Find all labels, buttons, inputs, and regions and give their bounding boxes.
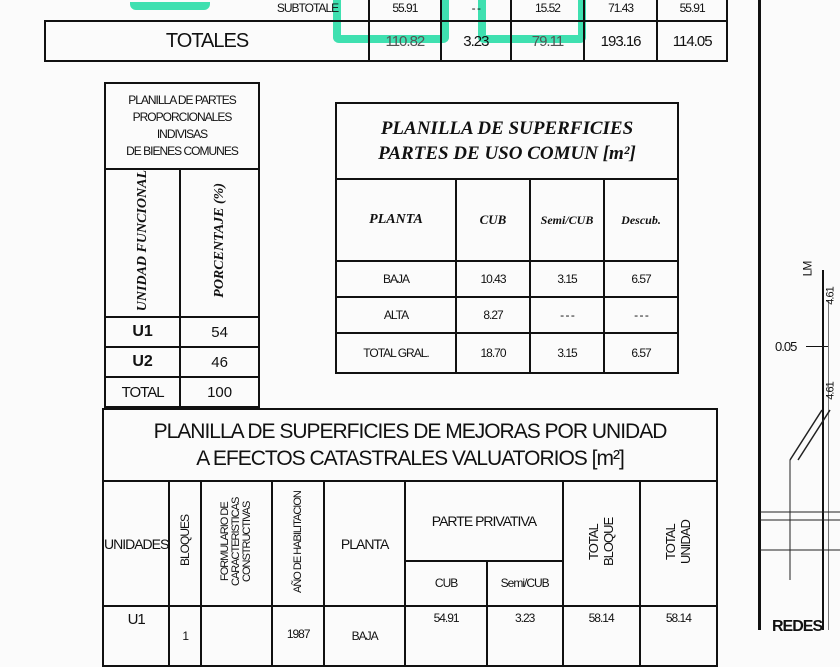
uso-comun-header-planta: PLANTA bbox=[336, 179, 456, 261]
uso-comun-row-total-cub: 18.70 bbox=[456, 333, 530, 373]
prop-row-total-pct: 100 bbox=[180, 377, 259, 407]
totales-v2: 3.23 bbox=[441, 21, 511, 61]
drawing-dim-bottom: 4.61 bbox=[824, 382, 837, 400]
mejoras-table bbox=[102, 408, 718, 667]
totales-table bbox=[44, 0, 728, 62]
uso-comun-row-alta-planta: ALTA bbox=[336, 297, 456, 333]
mejoras-header-anio: AÑO DE HABILITACION bbox=[292, 491, 305, 593]
mejoras-header-bloques: BLOQUES bbox=[178, 515, 193, 567]
prop-row-u2-unit: U2 bbox=[105, 347, 180, 377]
mejoras-row1-unidad: U1 bbox=[103, 606, 169, 666]
uso-comun-row-total-semi: 3.15 bbox=[530, 333, 604, 373]
uso-comun-row-baja-descub: 6.57 bbox=[604, 261, 678, 297]
mejoras-row1-anio: 1987 bbox=[272, 606, 324, 666]
mejoras-header-formulario: FORMULARIO DE CARACTERISTICAS CONSTRUCTIVAS bbox=[219, 497, 254, 587]
proporcionales-table bbox=[104, 82, 260, 408]
prop-row-total-unit: TOTAL bbox=[105, 377, 180, 407]
mejoras-header-planta: PLANTA bbox=[324, 481, 405, 606]
prop-row-u2-pct: 46 bbox=[180, 347, 259, 377]
uso-comun-header-semi: Semi/CUB bbox=[530, 179, 604, 261]
subtotal-v3: 15.52 bbox=[511, 0, 584, 21]
mejoras-header-total-unidad: TOTAL UNIDAD bbox=[663, 520, 694, 564]
proporcionales-title: PLANILLA DE PARTES PROPORCIONALES INDIVISAS DE BIENES COMUNES bbox=[105, 83, 259, 169]
totales-v4: 193.16 bbox=[584, 21, 657, 61]
subtotal-label: SUBTOTALE bbox=[276, 0, 339, 15]
uso-comun-title: PLANILLA DE SUPERFICIES PARTES DE USO COMUN [m²] bbox=[336, 103, 678, 179]
uso-comun-header-descub: Descub. bbox=[604, 179, 678, 261]
mejoras-header-parte-privativa: PARTE PRIVATIVA bbox=[431, 512, 537, 529]
subtotal-v2: - - bbox=[441, 0, 511, 21]
uso-comun-row-baja-planta: BAJA bbox=[336, 261, 456, 297]
uso-comun-table bbox=[335, 102, 679, 374]
mejoras-row1-total-bloque: 58.14 bbox=[563, 606, 640, 666]
drawing-dim-top: 4.61 bbox=[824, 287, 837, 305]
mejoras-row1-bloque: 1 bbox=[169, 606, 201, 666]
prop-row-u1-unit: U1 bbox=[105, 317, 180, 347]
col-porcentaje: PORCENTAJE (%) bbox=[211, 183, 227, 298]
uso-comun-row-baja-cub: 10.43 bbox=[456, 261, 530, 297]
mejoras-header-total-bloque: TOTAL BLOQUE bbox=[586, 517, 617, 567]
uso-comun-row-alta-semi: - - - bbox=[530, 297, 604, 333]
mejoras-row1-total-unidad: 58.14 bbox=[640, 606, 717, 666]
subtotal-v1: 55.91 bbox=[369, 0, 440, 21]
totales-v1: 110.82 bbox=[369, 21, 440, 61]
prop-row-u1-pct: 54 bbox=[180, 317, 259, 347]
subtotal-v4: 71.43 bbox=[584, 0, 657, 21]
mejoras-row1-semi: 3.23 bbox=[487, 606, 563, 666]
mejoras-header-semi: Semi/CUB bbox=[487, 561, 563, 606]
totales-v5: 114.05 bbox=[657, 21, 727, 61]
drawing-dim-tick bbox=[806, 346, 828, 347]
drawing-bottom-text: REDES bbox=[772, 618, 823, 635]
subtotal-v5: 55.91 bbox=[657, 0, 727, 21]
drawing-dim-005: 0.05 bbox=[775, 339, 797, 354]
mejoras-title: PLANILLA DE SUPERFICIES DE MEJORAS POR UNIDAD A EFECTOS CATASTRALES VALUATORIOS [m²] bbox=[103, 409, 717, 481]
mejoras-header-cub: CUB bbox=[405, 561, 486, 606]
uso-comun-header-cub: CUB bbox=[456, 179, 530, 261]
mejoras-row1-planta: BAJA bbox=[324, 606, 405, 666]
uso-comun-row-total-descub: 6.57 bbox=[604, 333, 678, 373]
totales-label: TOTALES bbox=[45, 21, 369, 61]
uso-comun-row-baja-semi: 3.15 bbox=[530, 261, 604, 297]
mejoras-row1-cub: 54.91 bbox=[405, 606, 486, 666]
col-unidad-funcional: UNIDAD FUNCIONAL bbox=[134, 170, 150, 312]
uso-comun-row-alta-cub: 8.27 bbox=[456, 297, 530, 333]
mejoras-header-unidades: UNIDADES bbox=[103, 481, 169, 606]
mejoras-row1-formulario bbox=[201, 606, 272, 666]
drawing-lm-label: LM bbox=[800, 261, 815, 277]
uso-comun-row-alta-descub: - - - bbox=[604, 297, 678, 333]
totales-v3: 79.11 bbox=[511, 21, 584, 61]
drawing-diagonal-lines bbox=[760, 400, 840, 580]
uso-comun-row-total-planta: TOTAL GRAL. bbox=[336, 333, 456, 373]
